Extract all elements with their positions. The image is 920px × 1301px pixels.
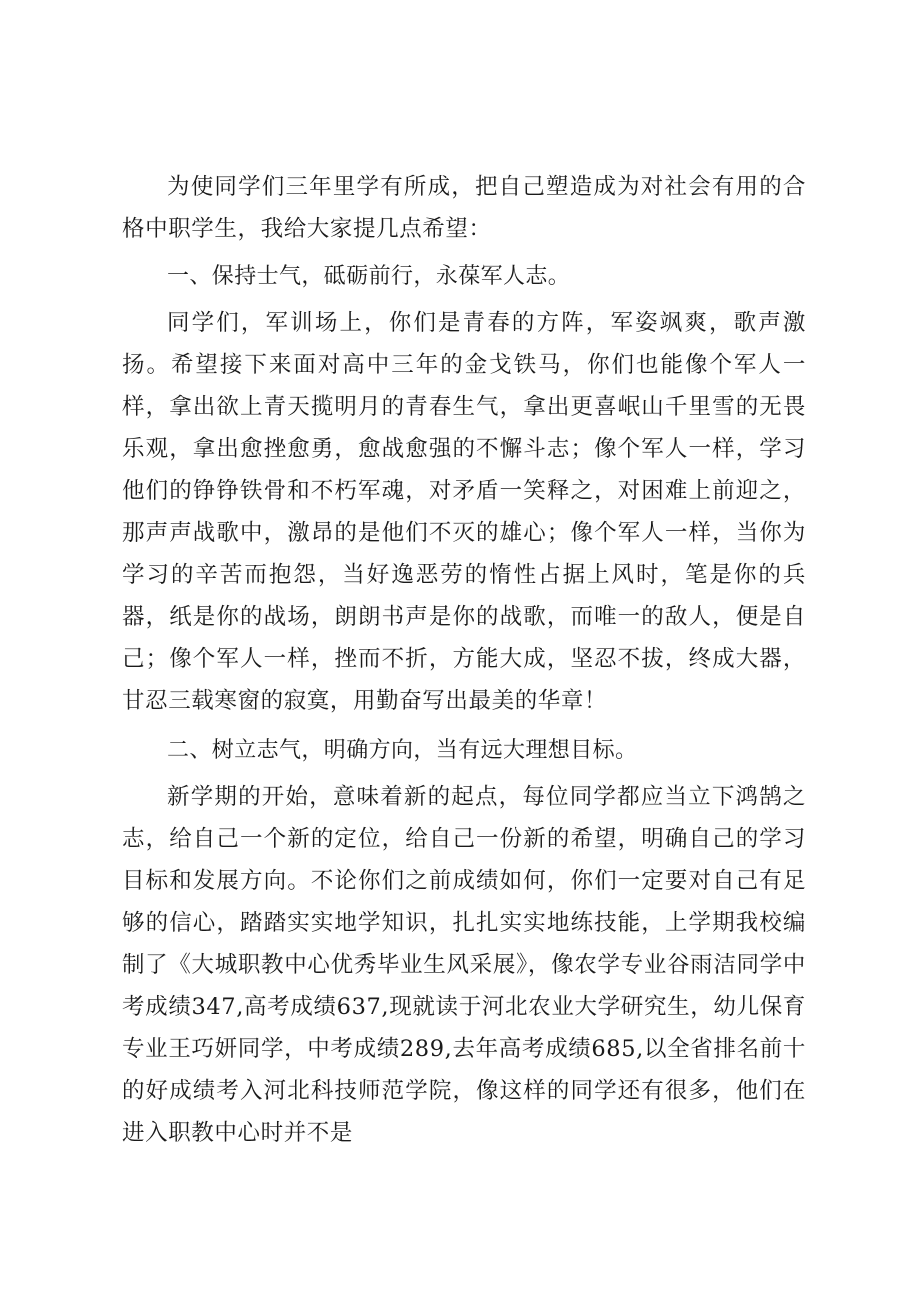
section-2-heading: 二、树立志气，明确方向，当有远大理想目标。: [167, 738, 638, 763]
intro-paragraph: 为使同学们三年里学有所成，把自己塑造成为对社会有用的合格中职学生，我给大家提几点希望：: [122, 174, 806, 242]
section-1-heading: 一、保持士气，砥砺前行，永葆军人志。: [167, 264, 571, 289]
section-1-paragraph: 同学们，军训场上，你们是青春的方阵，军姿飒爽，歌声激扬。希望接下来面对高中三年的金戈铁马，你们也能像个军人一样，拿出欲上青天揽明月的青春生气，拿出更喜岷山千里雪的无畏乐观，拿出愈挫愈勇，愈战愈强的不懈斗志；像个军人一样，学习他们的铮铮铁骨和不朽军魂，对矛盾一笑释之，对困难上前迎之，那声声战歌中，激昂的是他们不灭的雄心；像个军人一样，当你为学习的辛苦而抱怨，当好逸恶劳的惰性占据上风时，笔是你的兵器，纸是你的战场，朗朗书声是你的战歌，而唯一的敌人，便是自己；像个军人一样，挫而不折，方能大成，坚忍不拔，终成大器，甘忍三载寒窗的寂寞，用勤奋写出最美的华章！: [122, 310, 806, 714]
section-2-paragraph: 新学期的开始，意味着新的起点，每位同学都应当立下鸿鹄之志，给自己一个新的定位，给自己一份新的希望，明确自己的学习目标和发展方向。不论你们之前成绩如何，你们一定要对自己有足够的信心，踏踏实实地学知识，扎扎实实地练技能，上学期我校编制了《大城职教中心优秀毕业生风采展》，像农学专业谷雨洁同学中考成绩347,高考成绩637,现就读于河北农业大学研究生，幼儿保育专业王巧妍同学，中考成绩289,去年高考成绩685,以全省排名前十的好成绩考入河北科技师范学院，像这样的同学还有很多，他们在进入职教中心时并不是: [122, 784, 806, 1146]
document-body: [122, 166, 806, 1154]
